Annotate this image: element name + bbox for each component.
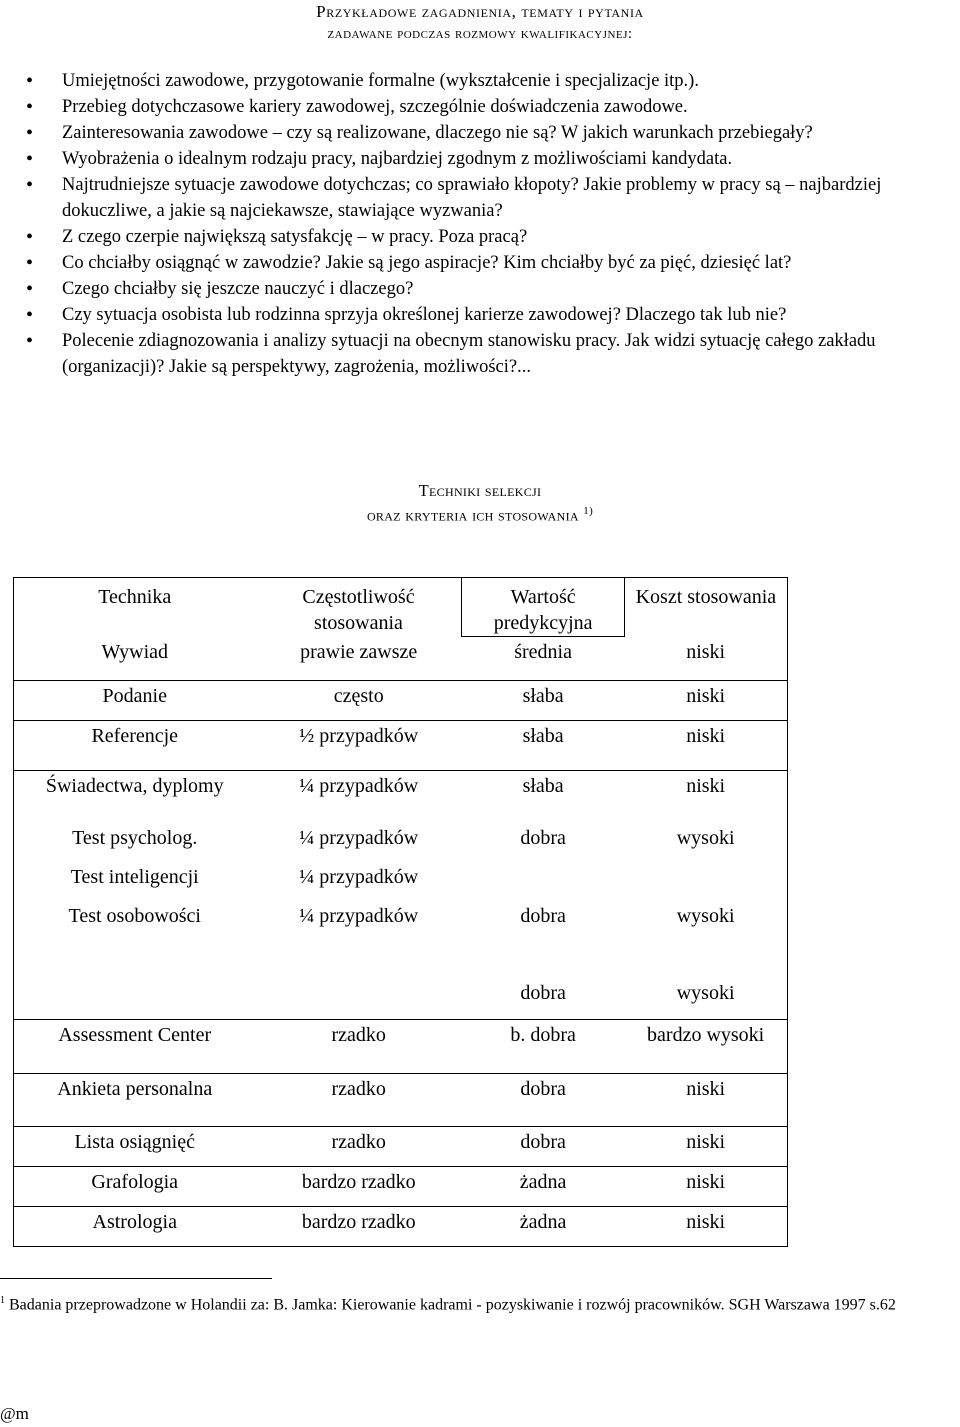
cell-frequency: ¼ przypadków bbox=[299, 775, 419, 797]
topic-item: • Czego chciałby się jeszcze nauczyć i dlaczego? bbox=[0, 276, 960, 302]
topic-item: • Z czego czerpie największą satysfakcję – w pracy. Poza pracą? bbox=[0, 224, 960, 250]
table-row bbox=[14, 681, 788, 721]
cell-technique: Podanie bbox=[14, 681, 256, 721]
table-row bbox=[14, 721, 788, 771]
table-row bbox=[14, 980, 788, 1020]
cell-technique: Wywiad bbox=[14, 637, 256, 681]
cell-technique: Test osobowości bbox=[14, 903, 256, 980]
table-row bbox=[14, 864, 788, 903]
cell-frequency: często bbox=[255, 681, 461, 721]
cell-cost: niski bbox=[624, 1074, 787, 1127]
cell-technique: Test inteligencji bbox=[14, 864, 256, 903]
cell-cost: niski bbox=[624, 721, 787, 771]
table-row bbox=[14, 1127, 788, 1167]
cell-cost: niski bbox=[624, 681, 787, 721]
cell-value: dobra bbox=[462, 1127, 624, 1167]
header-technique: Technika bbox=[14, 578, 256, 637]
cell-technique: Test psycholog. bbox=[14, 825, 256, 864]
cell-cost: niski bbox=[624, 637, 787, 681]
cell-frequency: ½ przypadków bbox=[255, 721, 461, 771]
cell-cost bbox=[624, 864, 787, 903]
cell-technique: Ankieta personalna bbox=[14, 1074, 256, 1127]
cell-frequency: rzadko bbox=[255, 1074, 461, 1127]
cell-cost: niski bbox=[624, 1167, 787, 1207]
cell-cost: niski bbox=[624, 1207, 787, 1247]
cell-technique: Świadectwa, dyplomy bbox=[14, 771, 256, 825]
heading-line-2: zadawane podczas rozmowy kwalifikacyjnej: bbox=[327, 26, 633, 42]
topic-item: • Polecenie zdiagnozowania i analizy sytuacji na obecnym stanowisku pracy. Jak widzi sytuację całego zakładu (organizacji)? Jakie są perspektywy, zagrożenia, możliwości?... bbox=[0, 328, 960, 380]
cell-frequency: rzadko bbox=[255, 1127, 461, 1167]
cell-technique: Assessment Center bbox=[14, 1020, 256, 1074]
topic-item: • Co chciałby osiągnąć w zawodzie? Jakie są jego aspiracje? Kim chciałby być za pięć, dziesięć lat? bbox=[0, 250, 960, 276]
table-row bbox=[14, 1207, 788, 1247]
table-header-row bbox=[14, 578, 788, 637]
table-row bbox=[14, 1167, 788, 1207]
cell-cost: niski bbox=[624, 771, 787, 825]
table-row bbox=[14, 1020, 788, 1074]
cell-cost: niski bbox=[624, 1127, 787, 1167]
cell-technique bbox=[14, 980, 256, 1020]
header-cost: Koszt stosowania bbox=[624, 578, 787, 637]
heading-line-1: Przykładowe zagadnienia, tematy i pytania bbox=[316, 2, 644, 21]
topic-item: • Najtrudniejsze sytuacje zawodowe dotychczas; co sprawiało kłopoty? Jakie problemy w pracy są – najbardziej dokuczliwe, a jakie są najciekawsze, stawiające wyzwania? bbox=[0, 172, 960, 224]
cell-frequency: ¼ przypadków bbox=[299, 865, 419, 888]
cell-frequency: ¼ przypadków bbox=[299, 826, 419, 849]
cell-frequency bbox=[255, 980, 461, 1020]
topics-list bbox=[0, 68, 960, 380]
cell-value: dobra bbox=[520, 904, 566, 927]
footnote bbox=[0, 1290, 960, 1316]
selection-techniques-table bbox=[13, 577, 788, 1247]
footnote-marker: 1 bbox=[0, 1295, 5, 1306]
topic-item: • Umiejętności zawodowe, przygotowanie formalne (wykształcenie i specjalizacje itp.). bbox=[0, 68, 960, 94]
table-row bbox=[14, 1074, 788, 1127]
page-stamp: @m bbox=[0, 1404, 29, 1423]
cell-value: słaba bbox=[462, 721, 624, 771]
cell-value: słaba bbox=[462, 681, 624, 721]
table-row bbox=[14, 771, 788, 825]
cell-cost: wysoki bbox=[624, 980, 787, 1020]
topic-item: • Czy sytuacja osobista lub rodzinna sprzyja określonej karierze zawodowej? Dlaczego tak lub nie? bbox=[0, 302, 960, 328]
topic-item: • Zainteresowania zawodowe – czy są realizowane, dlaczego nie są? W jakich warunkach przebiegały? bbox=[0, 120, 960, 146]
topic-item: • Przebieg dotychczasowe kariery zawodowej, szczególnie doświadczenia zawodowe. bbox=[0, 94, 960, 120]
techniques-subtitle-text: oraz kryteria ich stosowania bbox=[366, 505, 579, 525]
table-row bbox=[14, 825, 788, 864]
table-row bbox=[14, 637, 788, 681]
footnote-reference: 1) bbox=[583, 505, 594, 517]
header-frequency: Częstotliwość stosowania bbox=[255, 578, 461, 637]
cell-value: żadna bbox=[462, 1207, 624, 1247]
techniques-subtitle bbox=[0, 505, 960, 526]
header-value: Wartość predykcyjna bbox=[462, 578, 624, 637]
cell-cost: wysoki bbox=[624, 825, 787, 864]
cell-technique: Referencje bbox=[14, 721, 256, 771]
cell-value: słaba bbox=[522, 775, 564, 797]
cell-frequency: prawie zawsze bbox=[255, 637, 461, 681]
cell-cost: bardzo wysoki bbox=[624, 1020, 787, 1074]
cell-value: dobra bbox=[520, 826, 566, 849]
cell-technique: Lista osiągnięć bbox=[14, 1127, 256, 1167]
table-row bbox=[14, 903, 788, 980]
footnote-text: Badania przeprowadzone w Holandii za: B. Jamka: Kierowanie kadrami - pozyskiwanie i rozwój pracowników. SGH Warszawa 1997 s.62 bbox=[9, 1296, 896, 1314]
cell-value: dobra bbox=[462, 980, 624, 1020]
cell-value: średnia bbox=[462, 637, 624, 681]
cell-value bbox=[462, 864, 624, 903]
cell-frequency: bardzo rzadko bbox=[255, 1167, 461, 1207]
cell-value: żadna bbox=[462, 1167, 624, 1207]
cell-frequency: rzadko bbox=[255, 1020, 461, 1074]
cell-cost: wysoki bbox=[624, 903, 787, 980]
cell-technique: Grafologia bbox=[14, 1167, 256, 1207]
cell-frequency: bardzo rzadko bbox=[255, 1207, 461, 1247]
topic-item: • Wyobrażenia o idealnym rodzaju pracy, najbardziej zgodnym z możliwościami kandydata. bbox=[0, 146, 960, 172]
footnote-divider bbox=[0, 1278, 272, 1279]
cell-value: dobra bbox=[462, 1074, 624, 1127]
cell-frequency: ¼ przypadków bbox=[299, 904, 419, 927]
cell-technique: Astrologia bbox=[14, 1207, 256, 1247]
cell-value: b. dobra bbox=[462, 1020, 624, 1074]
techniques-title: Techniki selekcji bbox=[418, 481, 542, 500]
